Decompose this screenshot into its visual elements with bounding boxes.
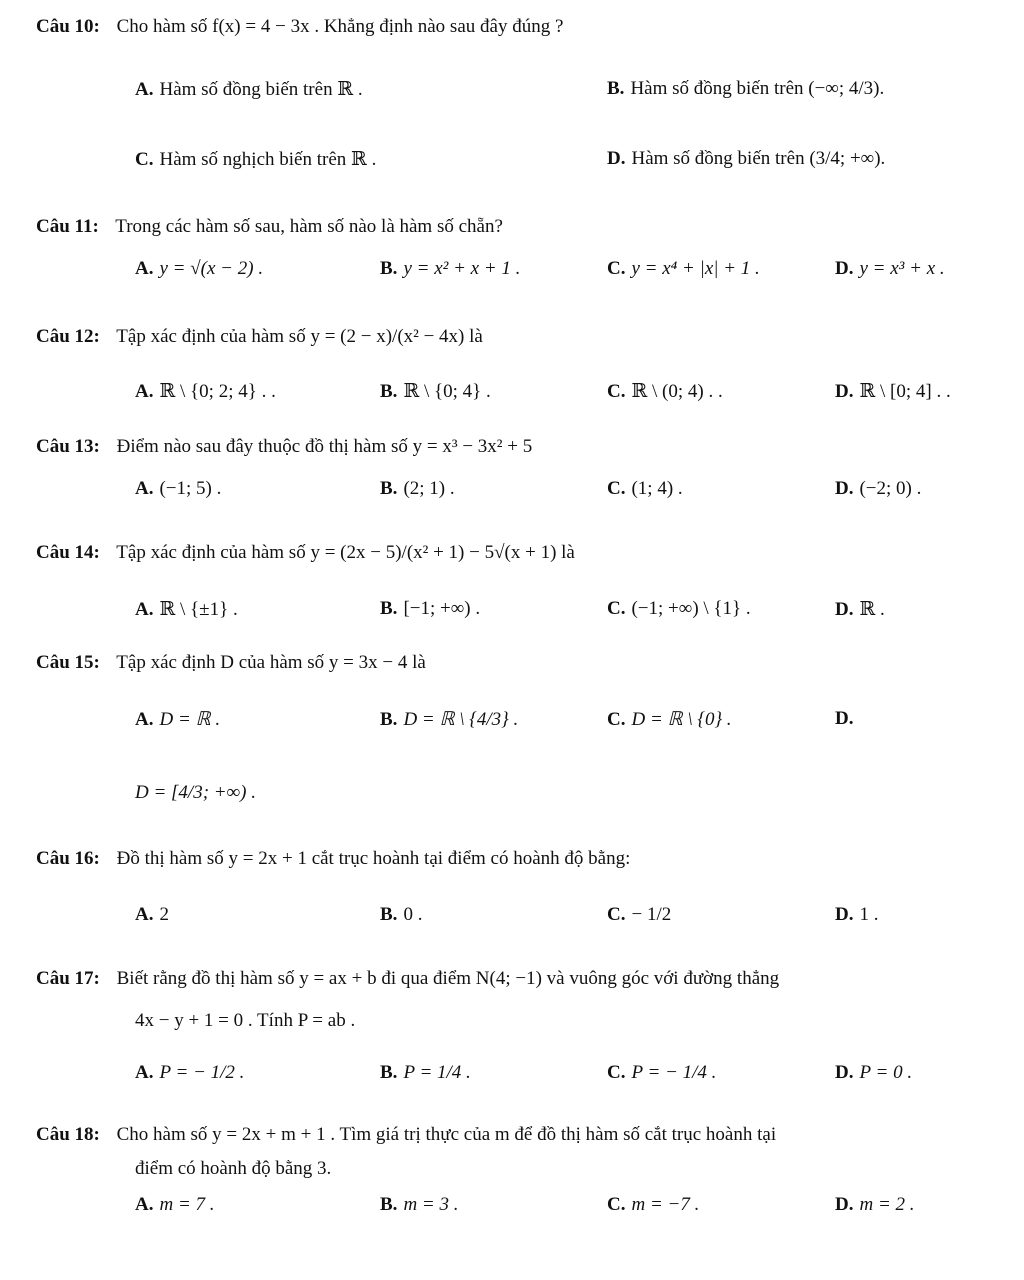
option-text: 2 [159,904,169,925]
question-13 [36,436,532,458]
option-c [607,904,671,926]
option-c [607,708,732,731]
option-text: (2; 1) . [403,478,455,499]
option-text: m = −7 . [631,1194,700,1215]
option-b [380,1062,471,1084]
option-text: ℝ \ [0; 4] . . [859,381,951,402]
question-label: Câu 13: [36,436,100,457]
option-text: 1 . [859,904,879,925]
option-text: (−2; 0) . [859,478,922,499]
option-letter: D. [835,381,854,402]
option-letter: C. [607,478,626,499]
option-letter: B. [380,1062,398,1083]
question-stem: Trong các hàm số sau, hàm số nào là hàm số chẵn? [115,216,503,237]
option-text: y = x³ + x . [859,258,945,279]
option-a [135,78,363,101]
option-letter: B. [380,381,398,402]
question-15 [36,652,426,674]
option-letter: D. [835,599,854,620]
option-b [380,904,422,926]
option-letter: B. [380,904,398,925]
option-text: P = − 1/4 . [631,1062,717,1083]
option-text: (1; 4) . [631,478,683,499]
option-letter: B. [380,1194,398,1215]
option-text: ℝ \ {0; 2; 4} . . [159,381,276,402]
question-10 [36,16,563,38]
question-stem: Tập xác định của hàm số y = (2 − x)/(x² − 4x) là [116,326,483,347]
option-d [835,258,945,280]
option-d [835,708,859,730]
question-stem: Đồ thị hàm số y = 2x + 1 cắt trục hoành tại điểm có hoành độ bằng: [116,848,631,869]
option-letter: C. [135,149,154,170]
option-letter: A. [135,904,154,925]
option-text: y = √(x − 2) . [159,258,264,279]
question-11 [36,216,503,238]
option-text: ℝ \ {0; 4} . [403,381,491,402]
option-a [135,904,169,926]
question-stem-line-2: 4x − y + 1 = 0 . Tính P = ab . [135,1010,356,1031]
question-stem: Cho hàm số y = 2x + m + 1 . Tìm giá trị thực của m để đồ thị hàm số cắt trục hoành tại [116,1124,777,1145]
option-b [380,708,518,731]
question-17 [36,968,779,990]
option-text: − 1/2 [631,904,672,925]
option-text: ℝ \ (0; 4) . . [631,381,723,402]
question-label: Câu 16: [36,848,100,869]
question-stem: Biết rằng đồ thị hàm số y = ax + b đi qua điểm N(4; −1) và vuông góc với đường thẳng [116,968,780,989]
question-label: Câu 14: [36,542,100,563]
question-stem: Điểm nào sau đây thuộc đồ thị hàm số y = x³ − 3x² + 5 [116,436,533,457]
question-label: Câu 17: [36,968,100,989]
option-d [835,380,951,403]
option-a [135,1062,244,1084]
question-18 [36,1124,776,1146]
option-letter: D. [835,904,854,925]
option-letter: D. [835,1194,854,1215]
question-stem: Cho hàm số f(x) = 4 − 3x . Khẳng định nào sau đây đúng ? [116,16,564,37]
option-letter: A. [135,258,154,279]
option-a [135,258,263,280]
option-text: y = x² + x + 1 . [403,258,521,279]
option-letter: A. [135,709,154,730]
option-letter: B. [380,709,398,730]
option-letter: A. [135,1194,154,1215]
option-text: ℝ \ {±1} . [159,599,238,620]
option-b [380,598,480,620]
question-12 [36,326,483,348]
option-text: Hàm số đồng biến trên (−∞; 4/3). [630,78,885,99]
question-stem: Tập xác định của hàm số y = (2x − 5)/(x² + 1) − 5√(x + 1) là [116,542,575,563]
option-letter: C. [607,258,626,279]
option-b [380,258,520,280]
option-d [835,598,885,621]
option-d-continuation: D = [4/3; +∞) . [135,782,256,803]
option-text: Hàm số nghịch biến trên ℝ . [159,149,377,170]
option-a [135,1194,215,1216]
question-14 [36,542,575,564]
option-text: D = ℝ \ {4/3} . [403,709,519,730]
option-b [607,78,884,100]
option-text: Hàm số đồng biến trên (3/4; +∞). [631,148,886,169]
question-stem-line-2: điểm có hoành độ bằng 3. [135,1158,332,1179]
option-d [835,478,921,500]
option-letter: A. [135,599,154,620]
question-stem: Tập xác định D của hàm số y = 3x − 4 là [116,652,426,673]
option-letter: C. [607,1062,626,1083]
option-b [380,380,491,403]
option-letter: B. [380,478,398,499]
option-letter: A. [135,1062,154,1083]
option-c [607,1194,699,1216]
option-letter: A. [135,478,154,499]
option-text: y = x⁴ + |x| + 1 . [631,258,760,279]
option-a [135,598,238,621]
option-c [607,478,683,500]
option-d [835,1062,912,1084]
option-letter: D. [835,708,854,729]
option-letter: D. [835,258,854,279]
option-letter: D. [835,1062,854,1083]
option-letter: C. [607,709,626,730]
question-label: Câu 10: [36,16,100,37]
option-letter: B. [607,78,625,99]
option-text: 0 . [403,904,423,925]
option-b [380,1194,458,1216]
option-text: (−1; +∞) \ {1} . [631,598,751,619]
option-c [607,1062,716,1084]
option-text: m = 3 . [403,1194,459,1215]
option-letter: A. [135,79,154,100]
option-text: m = 2 . [859,1194,915,1215]
option-letter: C. [607,1194,626,1215]
option-c [607,598,751,620]
option-a [135,380,276,403]
question-label: Câu 12: [36,326,100,347]
option-c [135,148,376,171]
option-text: (−1; 5) . [159,478,222,499]
option-text: P = 1/4 . [403,1062,471,1083]
option-b [380,478,455,500]
option-c [607,380,723,403]
option-letter: D. [835,478,854,499]
option-letter: C. [607,381,626,402]
option-letter: D. [607,148,626,169]
option-letter: B. [380,258,398,279]
option-text: ℝ . [859,599,885,620]
option-d [607,148,885,170]
option-letter: C. [607,904,626,925]
option-d [835,1194,915,1216]
option-text: P = 0 . [859,1062,913,1083]
option-letter: A. [135,381,154,402]
option-text: [−1; +∞) . [403,598,481,619]
option-letter: C. [607,598,626,619]
option-text: D = ℝ \ {0} . [631,709,732,730]
option-text: D = ℝ . [159,709,221,730]
question-label: Câu 15: [36,652,100,673]
question-16 [36,848,630,870]
option-letter: B. [380,598,398,619]
option-c [607,258,760,280]
question-label: Câu 18: [36,1124,100,1145]
option-text: P = − 1/2 . [159,1062,245,1083]
question-label: Câu 11: [36,216,99,237]
option-a [135,708,220,731]
option-d [835,904,878,926]
option-text: Hàm số đồng biến trên ℝ . [159,79,363,100]
option-a [135,478,221,500]
option-text: m = 7 . [159,1194,215,1215]
